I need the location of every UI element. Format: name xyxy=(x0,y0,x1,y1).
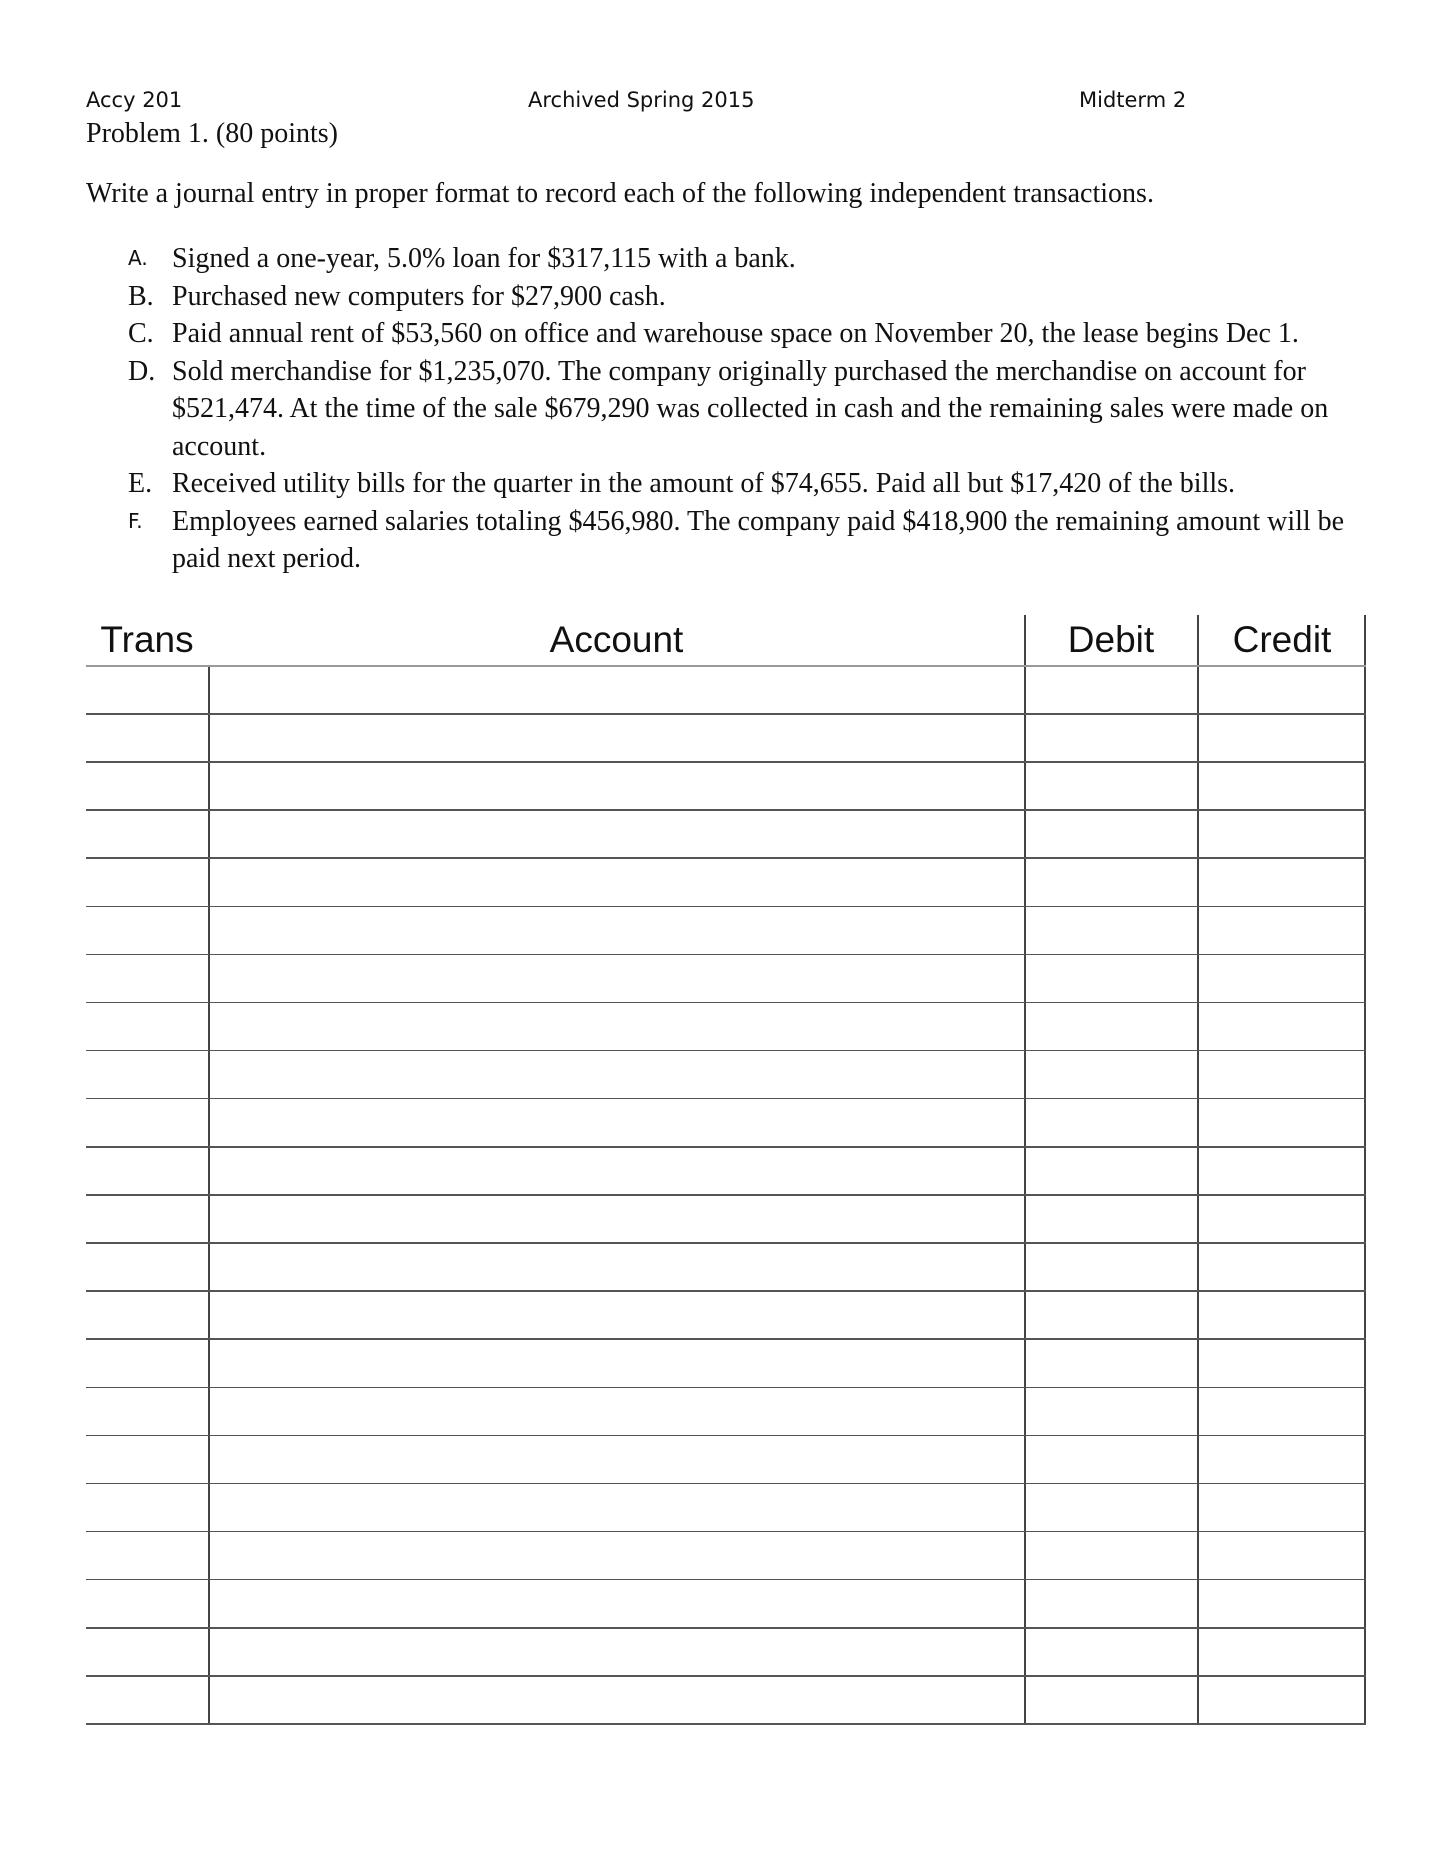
archive-label: Archived Spring 2015 xyxy=(528,88,755,112)
account-cell[interactable] xyxy=(209,810,1024,858)
debit-cell[interactable] xyxy=(1025,1051,1197,1099)
account-cell[interactable] xyxy=(209,1147,1024,1195)
trans-cell[interactable] xyxy=(86,1003,208,1051)
journal-row xyxy=(86,1243,1366,1291)
row-rule xyxy=(86,954,1366,956)
trans-cell[interactable] xyxy=(86,1339,208,1387)
transaction-text: Purchased new computers for $27,900 cash. xyxy=(172,280,666,312)
transaction-letter: D. xyxy=(128,355,156,387)
debit-cell[interactable] xyxy=(1025,1195,1197,1243)
row-rule xyxy=(86,1098,1366,1100)
journal-row xyxy=(86,907,1366,955)
transaction-text: Paid annual rent of $53,560 on office and warehouse space on November 20, the lease begins Dec 1. xyxy=(172,318,1299,349)
journal-row xyxy=(86,1147,1366,1195)
account-cell[interactable] xyxy=(209,1003,1024,1051)
debit-cell[interactable] xyxy=(1025,1388,1197,1436)
credit-cell[interactable] xyxy=(1198,955,1364,1003)
trans-cell[interactable] xyxy=(86,1388,208,1436)
column-divider xyxy=(1364,615,1366,1723)
account-cell[interactable] xyxy=(209,1051,1024,1099)
journal-row xyxy=(86,1099,1366,1147)
row-rule xyxy=(86,1194,1366,1196)
journal-row xyxy=(86,1484,1366,1532)
account-cell[interactable] xyxy=(209,1484,1024,1532)
page-header xyxy=(86,88,1190,118)
transaction-text: Employees earned salaries totaling $456,980. The company paid $418,900 the remaining amount will be paid next period. xyxy=(172,505,1345,574)
column-divider xyxy=(1197,615,1199,1723)
row-rule xyxy=(86,809,1366,811)
journal-row xyxy=(86,955,1366,1003)
trans-cell[interactable] xyxy=(86,1051,208,1099)
journal-row xyxy=(86,714,1366,762)
transaction-letter: B. xyxy=(128,280,154,312)
column-header-trans: Trans xyxy=(100,619,194,660)
trans-cell[interactable] xyxy=(86,666,208,714)
transaction-item-d xyxy=(128,353,1368,466)
row-rule xyxy=(86,1627,1366,1629)
trans-cell[interactable] xyxy=(86,1484,208,1532)
debit-cell[interactable] xyxy=(1025,1436,1197,1484)
row-rule xyxy=(86,1579,1366,1581)
debit-cell[interactable] xyxy=(1025,1291,1197,1339)
transaction-item-f xyxy=(128,503,1368,578)
journal-row xyxy=(86,810,1366,858)
row-rule xyxy=(86,1435,1366,1437)
journal-row xyxy=(86,1051,1366,1099)
transaction-item-c xyxy=(128,315,1368,353)
credit-cell[interactable] xyxy=(1198,1580,1364,1628)
row-rule xyxy=(86,906,1366,908)
account-cell[interactable] xyxy=(209,666,1024,714)
trans-cell[interactable] xyxy=(86,858,208,906)
journal-row xyxy=(86,1676,1366,1724)
account-cell[interactable] xyxy=(209,1099,1024,1147)
account-cell[interactable] xyxy=(209,1436,1024,1484)
journal-row xyxy=(86,1580,1366,1628)
trans-cell[interactable] xyxy=(86,762,208,810)
journal-row xyxy=(86,1291,1366,1339)
transaction-letter: F. xyxy=(128,508,143,533)
debit-cell[interactable] xyxy=(1025,762,1197,810)
row-rule xyxy=(86,1723,1366,1725)
column-header-account: Account xyxy=(549,619,684,660)
credit-cell[interactable] xyxy=(1198,1339,1364,1387)
course-code: Accy 201 xyxy=(86,88,183,112)
trans-cell[interactable] xyxy=(86,1195,208,1243)
row-rule xyxy=(86,1002,1366,1004)
column-header-debit: Debit xyxy=(1067,619,1155,660)
column-divider xyxy=(1024,615,1026,1723)
exam-label: Midterm 2 xyxy=(1079,88,1187,112)
account-cell[interactable] xyxy=(209,858,1024,906)
account-cell[interactable] xyxy=(209,1628,1024,1676)
journal-row xyxy=(86,1628,1366,1676)
debit-cell[interactable] xyxy=(1025,1003,1197,1051)
credit-cell[interactable] xyxy=(1198,810,1364,858)
account-cell[interactable] xyxy=(209,1291,1024,1339)
row-rule xyxy=(86,713,1366,715)
debit-cell[interactable] xyxy=(1025,1147,1197,1195)
trans-cell[interactable] xyxy=(86,1676,208,1724)
row-rule xyxy=(86,1483,1366,1485)
trans-cell[interactable] xyxy=(86,907,208,955)
account-cell[interactable] xyxy=(209,1195,1024,1243)
journal-row xyxy=(86,1436,1366,1484)
journal-row xyxy=(86,1388,1366,1436)
instructions: Write a journal entry in proper format to record each of the following independent transactions. xyxy=(86,178,1154,209)
trans-cell[interactable] xyxy=(86,714,208,762)
credit-cell[interactable] xyxy=(1198,1243,1364,1291)
trans-cell[interactable] xyxy=(86,955,208,1003)
transaction-letter: C. xyxy=(128,318,154,349)
trans-cell[interactable] xyxy=(86,1436,208,1484)
row-rule xyxy=(86,1146,1366,1148)
debit-cell[interactable] xyxy=(1025,1243,1197,1291)
transaction-text: Received utility bills for the quarter in the amount of $74,655. Paid all but $17,420 of the bills. xyxy=(172,468,1236,499)
debit-cell[interactable] xyxy=(1025,1532,1197,1580)
account-cell[interactable] xyxy=(209,762,1024,810)
debit-cell[interactable] xyxy=(1025,1676,1197,1724)
transaction-letter: E. xyxy=(128,468,153,499)
trans-cell[interactable] xyxy=(86,1532,208,1580)
credit-cell[interactable] xyxy=(1198,1532,1364,1580)
row-rule xyxy=(86,1675,1366,1677)
row-rule xyxy=(86,857,1366,859)
credit-cell[interactable] xyxy=(1198,1676,1364,1724)
credit-cell[interactable] xyxy=(1198,666,1364,714)
credit-cell[interactable] xyxy=(1198,858,1364,906)
debit-cell[interactable] xyxy=(1025,1628,1197,1676)
credit-cell[interactable] xyxy=(1198,714,1364,762)
trans-cell[interactable] xyxy=(86,1243,208,1291)
row-rule xyxy=(86,1050,1366,1052)
debit-cell[interactable] xyxy=(1025,1339,1197,1387)
credit-cell[interactable] xyxy=(1198,1099,1364,1147)
row-rule xyxy=(86,761,1366,763)
debit-cell[interactable] xyxy=(1025,810,1197,858)
debit-cell[interactable] xyxy=(1025,907,1197,955)
account-cell[interactable] xyxy=(209,1388,1024,1436)
credit-cell[interactable] xyxy=(1198,1291,1364,1339)
credit-cell[interactable] xyxy=(1198,1388,1364,1436)
row-rule xyxy=(86,1531,1366,1533)
account-cell[interactable] xyxy=(209,714,1024,762)
row-rule xyxy=(86,1290,1366,1292)
trans-cell[interactable] xyxy=(86,1291,208,1339)
debit-cell[interactable] xyxy=(1025,1099,1197,1147)
account-cell[interactable] xyxy=(209,955,1024,1003)
row-rule xyxy=(86,665,1366,667)
account-cell[interactable] xyxy=(209,1339,1024,1387)
account-cell[interactable] xyxy=(209,907,1024,955)
transaction-text: Sold merchandise for $1,235,070. The company originally purchased the merchandise on account for $521,474. At the time of the sale $679,290 was collected in cash and the remaining sales were made on account. xyxy=(172,355,1329,462)
credit-cell[interactable] xyxy=(1198,1003,1364,1051)
transaction-item-e xyxy=(128,465,1368,503)
debit-cell[interactable] xyxy=(1025,1484,1197,1532)
row-rule xyxy=(86,1338,1366,1340)
journal-row xyxy=(86,666,1366,714)
journal-row xyxy=(86,858,1366,906)
transaction-item-b xyxy=(128,278,1368,316)
journal-row xyxy=(86,1532,1366,1580)
trans-cell[interactable] xyxy=(86,1580,208,1628)
row-rule xyxy=(86,1242,1366,1244)
journal-entry-table xyxy=(86,615,1366,1723)
account-cell[interactable] xyxy=(209,1676,1024,1724)
transaction-list xyxy=(128,240,1368,578)
credit-cell[interactable] xyxy=(1198,1051,1364,1099)
row-rule xyxy=(86,1387,1366,1389)
debit-cell[interactable] xyxy=(1025,714,1197,762)
debit-cell[interactable] xyxy=(1025,955,1197,1003)
account-cell[interactable] xyxy=(209,1580,1024,1628)
credit-cell[interactable] xyxy=(1198,1484,1364,1532)
transaction-item-a xyxy=(128,240,1368,278)
trans-cell[interactable] xyxy=(86,810,208,858)
trans-cell[interactable] xyxy=(86,1099,208,1147)
journal-row xyxy=(86,1339,1366,1387)
debit-cell[interactable] xyxy=(1025,1580,1197,1628)
trans-cell[interactable] xyxy=(86,1147,208,1195)
credit-cell[interactable] xyxy=(1198,1436,1364,1484)
credit-cell[interactable] xyxy=(1198,1147,1364,1195)
journal-row xyxy=(86,1195,1366,1243)
account-cell[interactable] xyxy=(209,1243,1024,1291)
journal-row xyxy=(86,1003,1366,1051)
credit-cell[interactable] xyxy=(1198,1628,1364,1676)
column-header-credit: Credit xyxy=(1232,619,1332,660)
journal-row xyxy=(86,762,1366,810)
account-cell[interactable] xyxy=(209,1532,1024,1580)
trans-cell[interactable] xyxy=(86,1628,208,1676)
debit-cell[interactable] xyxy=(1025,666,1197,714)
transaction-letter: A. xyxy=(128,246,148,270)
transaction-text: Signed a one-year, 5.0% loan for $317,115 with a bank. xyxy=(172,243,796,274)
credit-cell[interactable] xyxy=(1198,907,1364,955)
credit-cell[interactable] xyxy=(1198,1195,1364,1243)
problem-title: Problem 1. (80 points) xyxy=(86,118,338,149)
credit-cell[interactable] xyxy=(1198,762,1364,810)
debit-cell[interactable] xyxy=(1025,858,1197,906)
